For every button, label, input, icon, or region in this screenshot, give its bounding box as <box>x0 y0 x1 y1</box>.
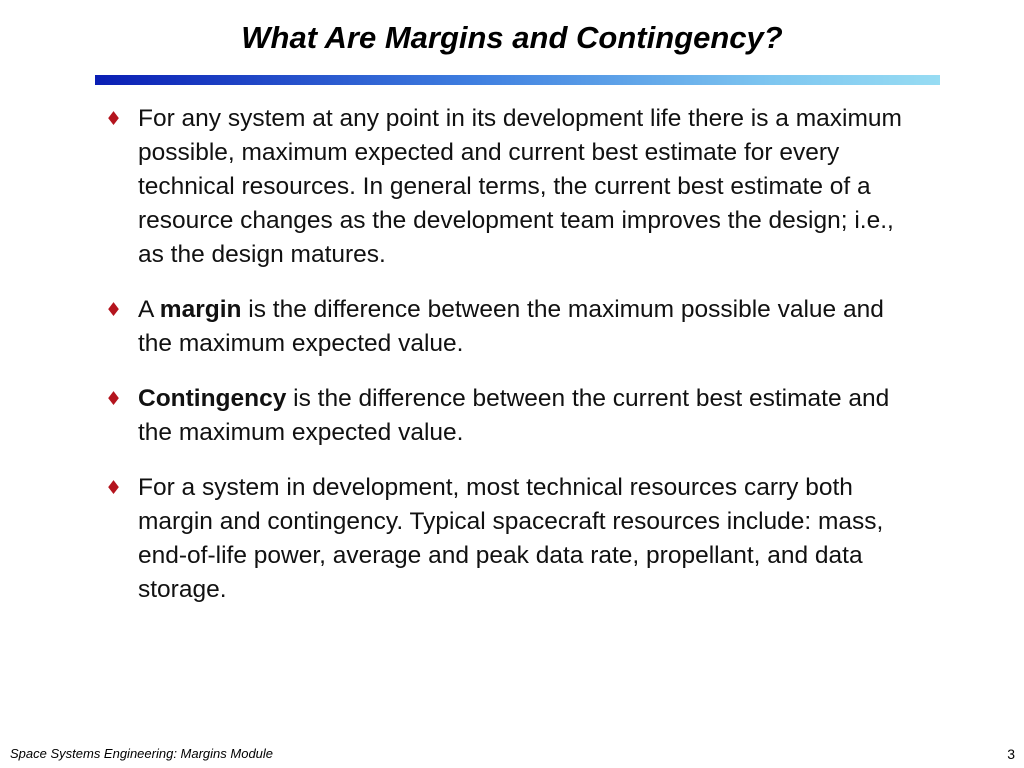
bullet-item <box>0 102 1024 272</box>
footer-course-title: Space Systems Engineering: Margins Module <box>10 746 274 761</box>
bullet-text-lead: A <box>138 296 160 323</box>
bullet-text-rest: is the difference between the maximum possible value and the maximum expected value. <box>138 296 884 357</box>
bullet-text <box>138 293 913 361</box>
bullet-item <box>0 471 1024 607</box>
bullet-text-lead: For any system at any point in its development life there is a maximum possible, maximum expected and current best estimate for every technical resources. In general terms, the current best estimate of a resource changes as the development team improves the design; i.e., as the design matures. <box>138 105 902 268</box>
bullet-text-rest: is the difference between the current best estimate and the maximum expected value. <box>138 385 890 446</box>
diamond-bullet-icon: ♦ <box>105 108 123 130</box>
bullet-term: Contingency <box>138 385 287 412</box>
bullet-text <box>138 471 913 607</box>
bullet-item <box>0 293 1024 361</box>
bullet-list <box>0 102 1024 628</box>
diamond-bullet-icon: ♦ <box>105 388 123 410</box>
diamond-bullet-icon: ♦ <box>105 299 123 321</box>
diamond-bullet-icon: ♦ <box>105 477 123 499</box>
bullet-text-lead: For a system in development, most technical resources carry both margin and contingency. Typical spacecraft resources include: mass, end-of-life power, average and peak data rate, propellant, and data storage. <box>138 474 884 603</box>
bullet-term: margin <box>159 296 242 323</box>
bullet-item <box>0 382 1024 450</box>
bullet-text <box>138 382 913 450</box>
slide-title: What Are Margins and Contingency? <box>241 20 783 55</box>
title-underline-rule <box>95 75 940 85</box>
bullet-text <box>138 102 913 272</box>
page-number: 3 <box>1007 746 1015 762</box>
